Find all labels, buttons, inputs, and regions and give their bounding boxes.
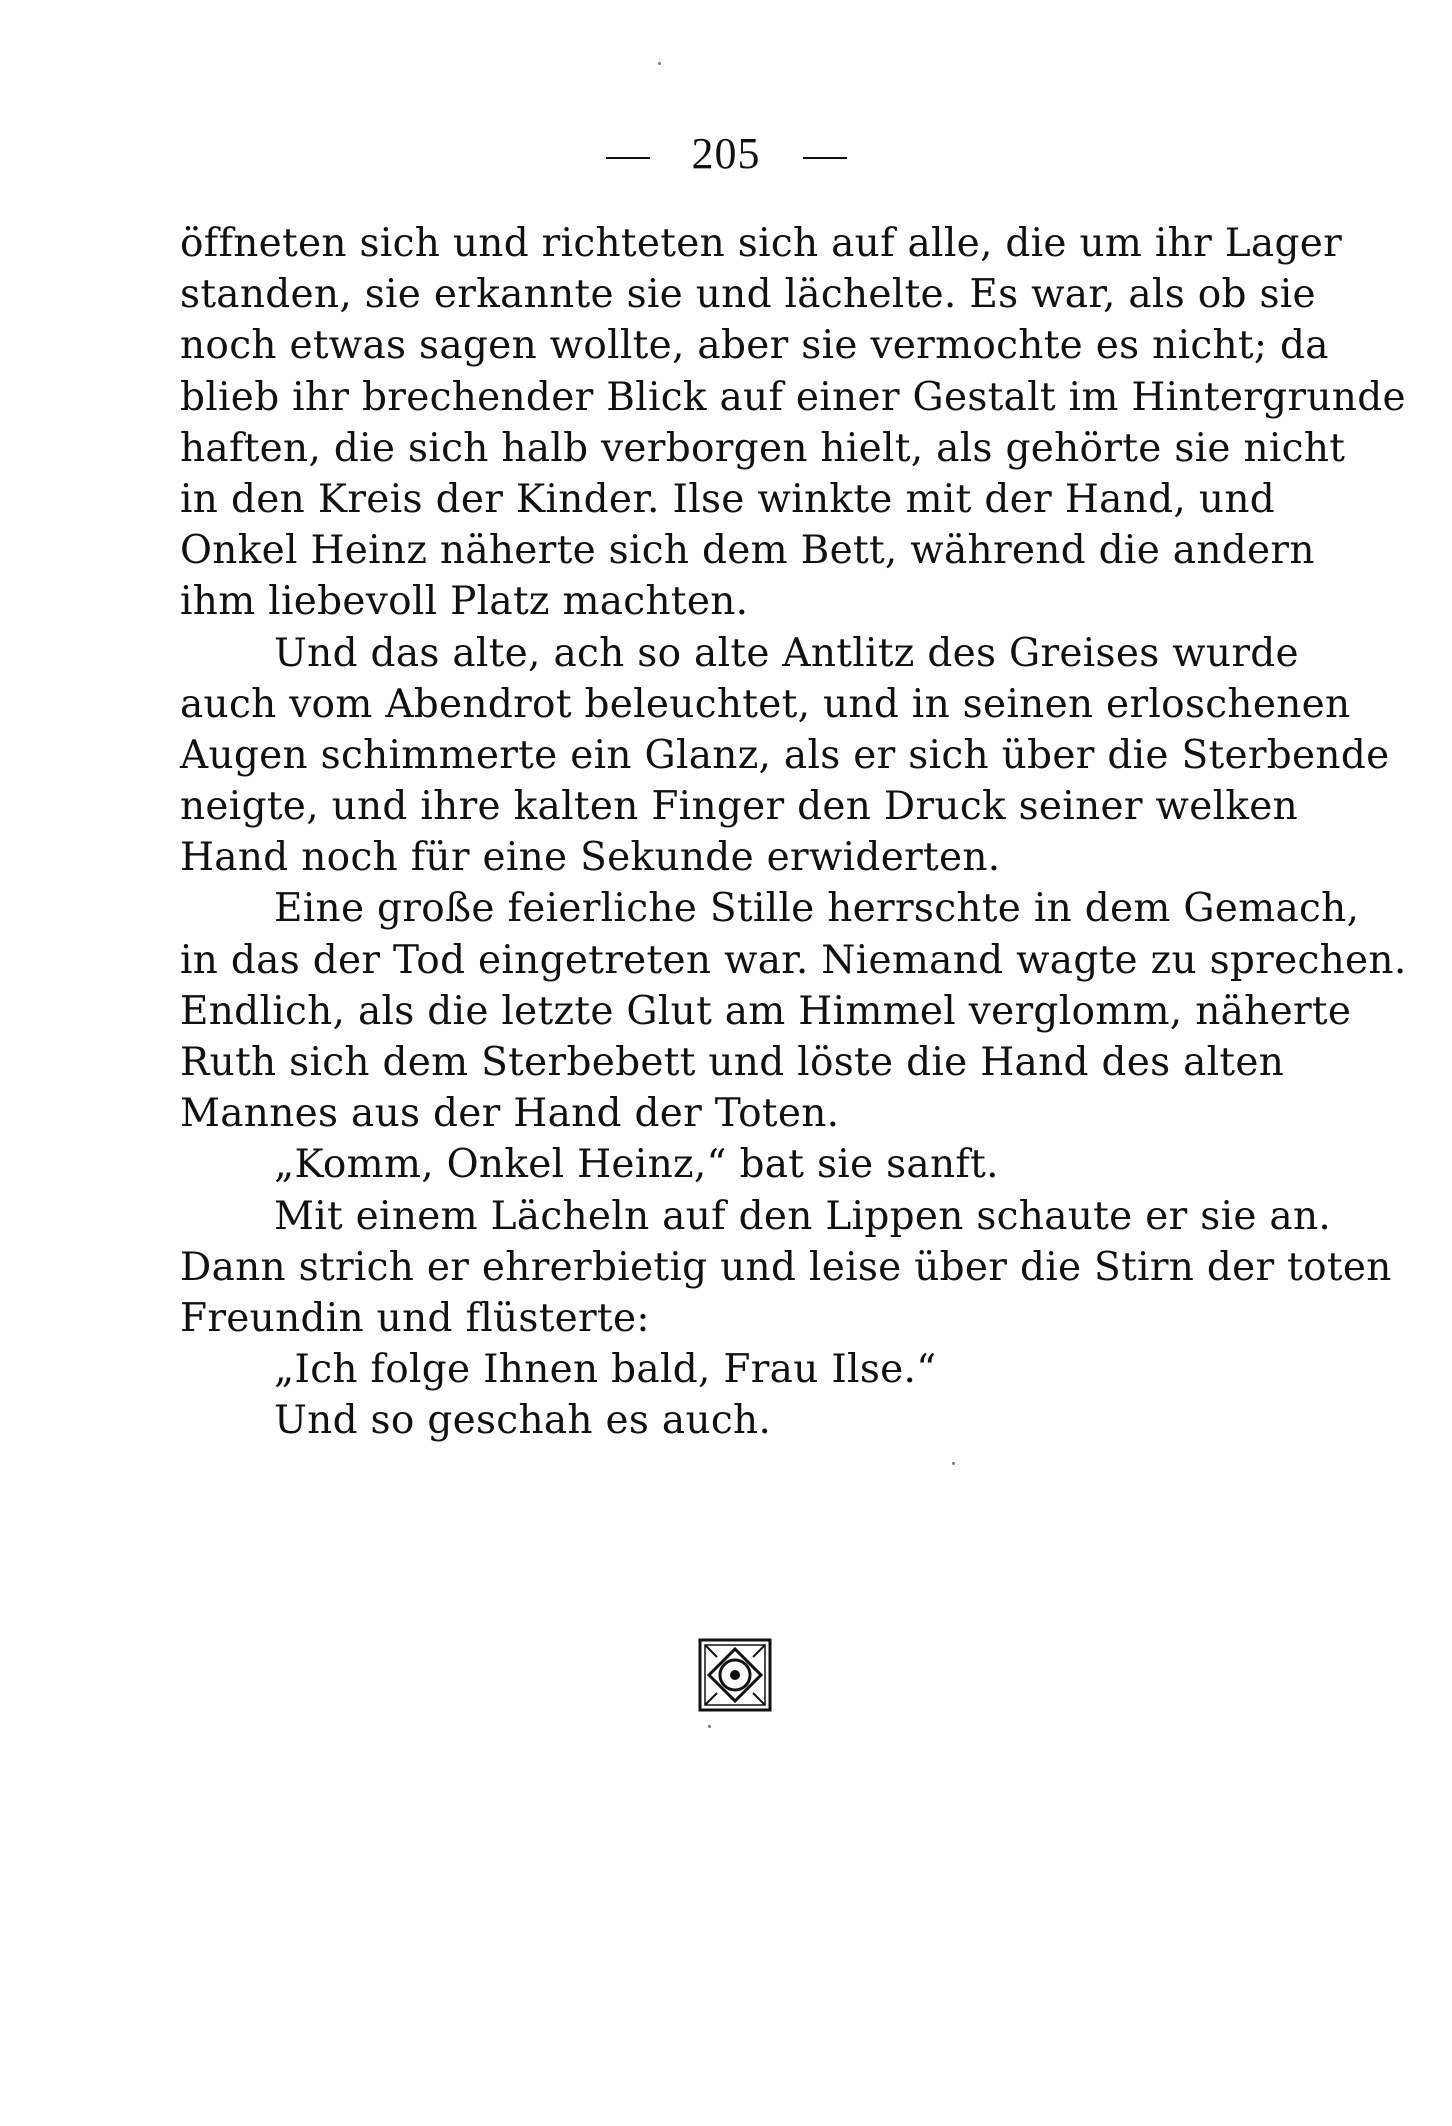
- page-header: [0, 128, 1452, 179]
- header-dash-left: [606, 157, 650, 159]
- header-dash-right: [803, 157, 847, 159]
- text-line: Mannes aus der Hand der Toten.: [180, 1091, 840, 1137]
- text-line: Und so geschah es auch.: [274, 1398, 772, 1444]
- vignette-ornament-icon: [697, 1637, 773, 1713]
- text-line: noch etwas sagen wollte, aber sie vermochte es nicht; da: [180, 323, 1329, 369]
- text-line: „Ich folge Ihnen bald, Frau Ilse.“: [274, 1347, 937, 1393]
- text-line: Ruth sich dem Sterbebett und löste die Hand des alten: [180, 1040, 1285, 1085]
- text-line: in das der Tod eingetreten war. Niemand wagte zu sprechen.: [180, 937, 1407, 983]
- paper-speck: [952, 1462, 955, 1465]
- page-number: 205: [691, 129, 761, 178]
- body-text: [180, 218, 1407, 1447]
- text-line: haften, die sich halb verborgen hielt, als gehörte sie nicht: [180, 425, 1346, 471]
- text-line: auch vom Abendrot beleuchtet, und in seinen erloschenen: [180, 681, 1351, 727]
- text-line: standen, sie erkannte sie und lächelte. Es war, als ob sie: [180, 272, 1316, 318]
- text-line: neigte, und ihre kalten Finger den Druck seiner welken: [180, 784, 1299, 830]
- paper-speck: [658, 62, 661, 65]
- text-line: ihm liebevoll Platz machten.: [180, 579, 749, 625]
- text-line: blieb ihr brechender Blick auf einer Gestalt im Hintergrunde: [180, 374, 1406, 420]
- text-line: Endlich, als die letzte Glut am Himmel verglomm, näherte: [180, 988, 1352, 1034]
- text-line: öffneten sich und richteten sich auf alle, die um ihr Lager: [180, 221, 1343, 266]
- text-line: „Komm, Onkel Heinz,“ bat sie sanft.: [274, 1142, 999, 1188]
- text-line: Hand noch für eine Sekunde erwiderten.: [180, 835, 1001, 881]
- text-line: Augen schimmerte ein Glanz, als er sich über die Sterbende: [180, 732, 1390, 778]
- text-line: Onkel Heinz näherte sich dem Bett, während die andern: [180, 528, 1315, 574]
- paper-speck: [708, 1725, 711, 1728]
- text-line: Und das alte, ach so alte Antlitz des Greises wurde: [274, 630, 1299, 676]
- text-line: Mit einem Lächeln auf den Lippen schaute er sie an.: [274, 1193, 1332, 1239]
- text-line: Eine große feierliche Stille herrschte in dem Gemach,: [274, 886, 1360, 932]
- text-line: in den Kreis der Kinder. Ilse winkte mit der Hand, und: [180, 476, 1275, 522]
- text-line: Dann strich er ehrerbietig und leise über die Stirn der toten: [180, 1244, 1392, 1290]
- text-line: Freundin und flüsterte:: [180, 1295, 650, 1341]
